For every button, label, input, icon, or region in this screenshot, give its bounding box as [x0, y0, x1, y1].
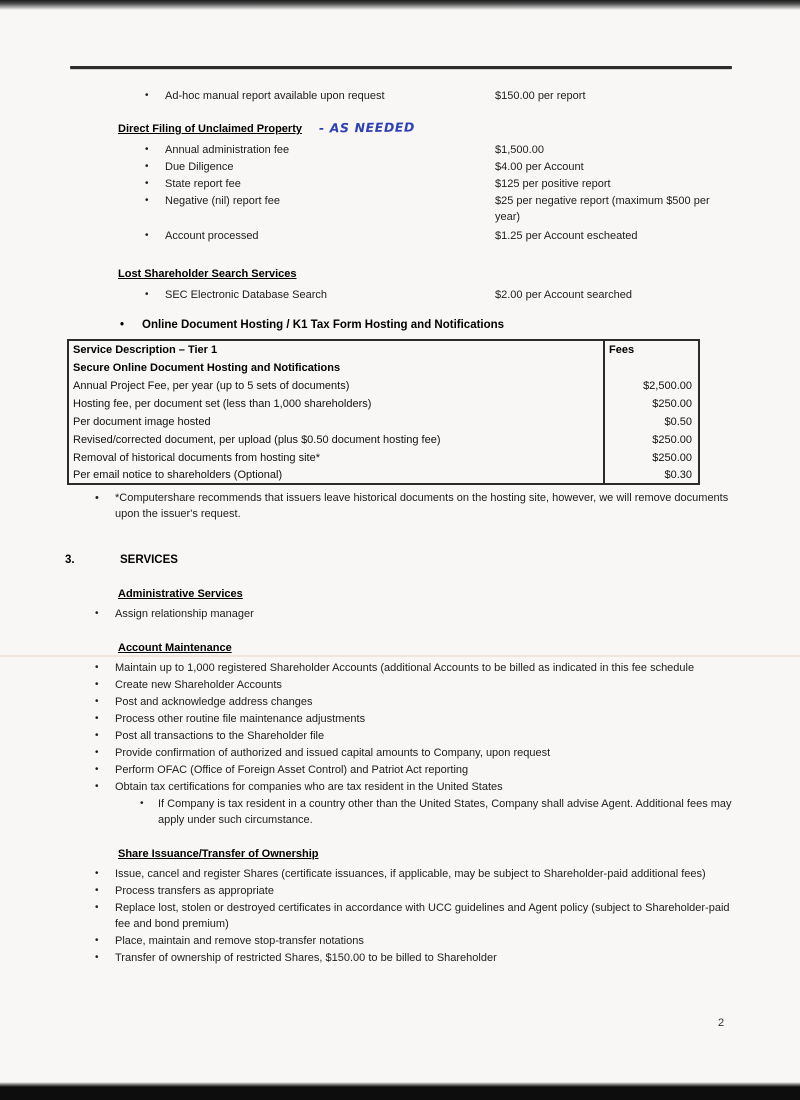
fee-item-amount: $125 per positive report [495, 178, 611, 190]
bullet-icon: • [145, 230, 149, 241]
table-cell-fee: $250.00 [604, 430, 699, 448]
list-item [95, 933, 800, 949]
table-cell-desc: Per document image hosted [73, 416, 211, 428]
list-item [95, 728, 800, 744]
list-item [95, 677, 800, 693]
list-item-text: Transfer of ownership of restricted Shares, $150.00 to be billed to Shareholder [115, 952, 497, 964]
list-item [95, 950, 800, 966]
fee-line [145, 228, 800, 244]
fees-table [67, 339, 700, 485]
footnote [95, 490, 800, 522]
table-cell-desc: Removal of historical documents from hosting site* [73, 452, 320, 464]
share-issuance-list [95, 866, 800, 966]
list-item-text: Assign relationship manager [115, 608, 254, 620]
fee-item-text: SEC Electronic Database Search [165, 289, 328, 301]
table-cell-desc: Hosting fee, per document set (less than 1,000 shareholders) [73, 398, 372, 410]
bullet-icon: • [95, 885, 99, 896]
bullet-icon: • [95, 679, 99, 690]
table-cell-desc: Per email notice to shareholders (Optional) [73, 469, 283, 481]
list-item [95, 606, 800, 622]
fee-item-text: Annual administration fee [165, 144, 290, 156]
footnote-text: *Computershare recommends that issuers leave historical documents on the hosting site, however, we will remove documents upon the issuer's request. [115, 492, 729, 520]
table-header-service: Service Description – Tier 1 [73, 344, 218, 356]
bullet-icon: • [95, 747, 99, 758]
bullet-icon: • [95, 781, 99, 792]
list-item [95, 660, 800, 676]
list-item-text: Process transfers as appropriate [115, 885, 274, 897]
list-item-text: Create new Shareholder Accounts [115, 679, 282, 691]
bullet-icon: • [95, 662, 99, 673]
direct-filing-list [0, 142, 800, 244]
bullet-icon: • [95, 935, 99, 946]
fee-line [145, 193, 800, 225]
list-item-text: Post all transactions to the Shareholder file [115, 730, 325, 742]
scan-edge-bottom [0, 1082, 800, 1100]
heading-text: Share Issuance/Transfer of Ownership [118, 848, 319, 860]
fee-item-amount: $150.00 per report [495, 90, 586, 102]
bullet-icon: • [120, 319, 125, 331]
bullet-icon: • [95, 492, 99, 504]
list-item-text: Post and acknowledge address changes [115, 696, 313, 708]
section-title: SERVICES [120, 554, 178, 566]
list-item [95, 762, 800, 778]
heading-direct-filing [118, 120, 800, 137]
bullet-icon: • [95, 713, 99, 724]
bullet-icon: • [145, 161, 149, 172]
list-item-text: Provide confirmation of authorized and issued capital amounts to Company, upon request [115, 747, 551, 759]
list-item-text: Replace lost, stolen or destroyed certificates in accordance with UCC guidelines and Agent policy (subject to Shareholder-paid fee and bond premium) [115, 902, 730, 930]
fee-item-amount: $1.25 per Account escheated [495, 230, 638, 242]
account-maintenance-list [95, 660, 800, 828]
list-item [95, 745, 800, 761]
heading-hosting [120, 317, 800, 333]
heading-text: Lost Shareholder Search Services [118, 268, 297, 280]
bullet-icon: • [95, 902, 99, 913]
list-item-text: Issue, cancel and register Shares (certificate issuances, if applicable, may be subject to Shareholder-paid additional fees) [115, 868, 706, 880]
bullet-icon: • [145, 289, 149, 300]
table-cell-fee: $250.00 [604, 394, 699, 412]
table-row [68, 376, 699, 394]
heading-lost-shareholder [118, 266, 800, 282]
list-item [95, 900, 800, 932]
bullet-icon: • [140, 798, 144, 809]
handwritten-annotation: - AS NEEDED [318, 119, 416, 136]
table-cell-desc: Annual Project Fee, per year (up to 5 sets of documents) [73, 380, 350, 392]
bullet-icon: • [145, 195, 149, 206]
fee-line [145, 142, 800, 158]
fee-item-amount: $2.00 per Account searched [495, 289, 632, 301]
table-subheader-row [68, 358, 699, 376]
table-cell-fee: $250.00 [604, 448, 699, 466]
bullet-icon: • [145, 178, 149, 189]
fee-item-text: Negative (nil) report fee [165, 195, 280, 207]
fee-line-adhoc [145, 88, 800, 104]
table-header-row [68, 340, 699, 358]
heading-text: Account Maintenance [118, 642, 232, 654]
table-cell-fee: $0.50 [604, 412, 699, 430]
fee-line [145, 159, 800, 175]
table-row [68, 448, 699, 466]
fee-item-amount: $1,500.00 [495, 144, 544, 156]
list-item-text: Perform OFAC (Office of Foreign Asset Control) and Patriot Act reporting [115, 764, 469, 776]
list-item [95, 866, 800, 882]
fee-item-text: Ad-hoc manual report available upon request [165, 90, 385, 102]
fee-item-amount: $4.00 per Account [495, 161, 584, 173]
list-item-text: If Company is tax resident in a country other than the United States, Company shall advise Agent. Additional fees may apply under such circumstance. [158, 798, 732, 826]
table-header-fees: Fees [604, 340, 699, 358]
table-cell-desc: Revised/corrected document, per upload (plus $0.50 document hosting fee) [73, 434, 441, 446]
nested-list-item [140, 796, 800, 828]
list-item-text: Obtain tax certifications for companies who are tax resident in the United States [115, 781, 503, 793]
list-item [95, 711, 800, 727]
fee-line [145, 287, 800, 303]
fee-item-text: Account processed [165, 230, 259, 242]
table-subheader-empty [604, 358, 699, 376]
section-number: 3. [65, 554, 75, 566]
heading-account-maintenance [118, 640, 800, 656]
heading-administrative-services [118, 586, 800, 602]
table-cell-fee: $2,500.00 [604, 376, 699, 394]
list-item [95, 883, 800, 899]
section-3-services [65, 552, 800, 568]
list-item [95, 694, 800, 710]
list-item-text: Place, maintain and remove stop-transfer notations [115, 935, 364, 947]
fee-item-amount: $25 per negative report (maximum $500 per year) [495, 195, 710, 223]
bullet-icon: • [95, 764, 99, 775]
administrative-list [95, 606, 800, 622]
table-row [68, 412, 699, 430]
bullet-icon: • [145, 144, 149, 155]
heading-text: Online Document Hosting / K1 Tax Form Hosting and Notifications [142, 319, 505, 331]
bullet-icon: • [95, 952, 99, 963]
bullet-icon: • [95, 696, 99, 707]
lost-shareholder-list [0, 287, 800, 303]
table-row [68, 466, 699, 484]
fee-line [145, 176, 800, 192]
heading-share-issuance [118, 846, 800, 862]
fee-item-text: State report fee [165, 178, 241, 190]
table-subheader: Secure Online Document Hosting and Notifications [73, 361, 341, 374]
heading-text: Direct Filing of Unclaimed Property [118, 123, 302, 135]
page-number: 2 [718, 1017, 725, 1029]
bullet-icon: • [95, 868, 99, 879]
list-item-text: Maintain up to 1,000 registered Shareholder Accounts (additional Accounts to be billed as indicated in this fee schedule [115, 662, 695, 674]
bullet-icon: • [95, 730, 99, 741]
bullet-icon: • [95, 608, 99, 619]
table-cell-fee: $0.30 [604, 466, 699, 484]
top-rule [70, 66, 732, 69]
table-row [68, 430, 699, 448]
bullet-icon: • [145, 90, 149, 101]
fee-item-text: Due Diligence [165, 161, 234, 173]
list-item [95, 779, 800, 795]
list-item-text: Process other routine file maintenance adjustments [115, 713, 366, 725]
heading-text: Administrative Services [118, 588, 243, 600]
table-row [68, 394, 699, 412]
